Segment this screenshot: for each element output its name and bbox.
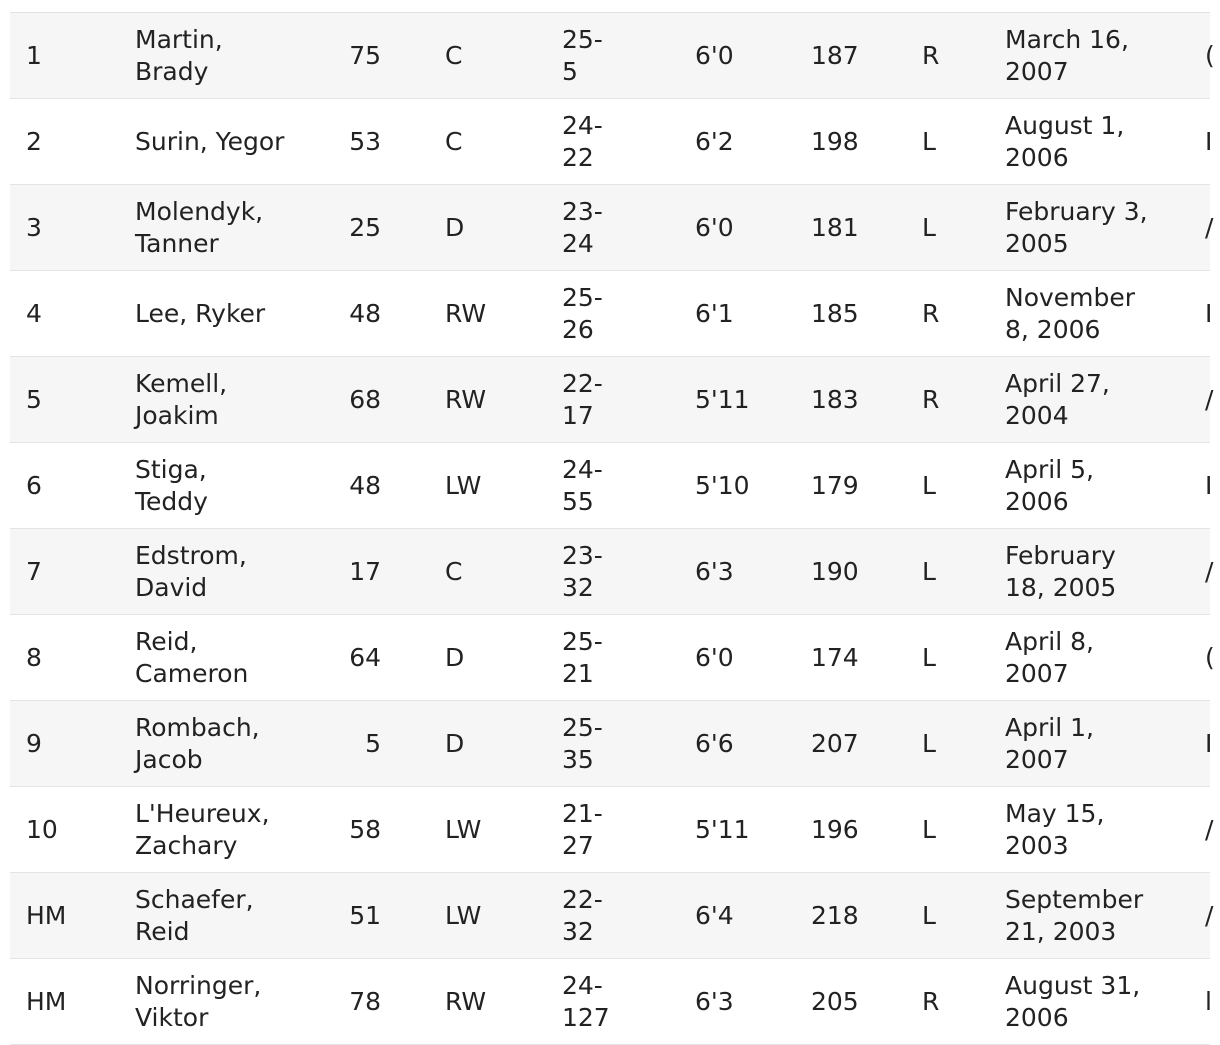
birthdate-cell: August 31, 2006 (1005, 970, 1141, 1032)
height-cell: 6'2 (695, 126, 734, 156)
position-cell: RW (445, 298, 487, 328)
height-cell: 5'10 (695, 470, 750, 500)
birthdate-cell: February 3, 2005 (1005, 196, 1148, 258)
shoots-cell: L (922, 728, 936, 758)
record-cell: 22-32 (562, 884, 603, 946)
birthdate-cell: April 1, 2007 (1005, 712, 1094, 774)
jersey-number-cell: 51 (349, 900, 381, 930)
record-cell: 25-26 (562, 282, 603, 344)
roster-table (10, 12, 1215, 1032)
birthdate-cell: March 16, 2007 (1005, 24, 1129, 86)
height-cell: 6'0 (695, 40, 734, 70)
truncated-cell: I (1205, 728, 1213, 758)
jersey-number-cell: 48 (349, 298, 381, 328)
birthdate-cell: April 27, 2004 (1005, 368, 1110, 430)
shoots-cell: L (922, 814, 936, 844)
table-row (10, 99, 1213, 185)
player-name-cell: Molendyk, Tanner (135, 196, 264, 258)
weight-cell: 218 (811, 900, 859, 930)
position-cell: C (445, 556, 463, 586)
player-name-cell: Rombach, Jacob (135, 712, 260, 774)
record-cell: 21-27 (562, 798, 603, 860)
jersey-number-cell: 17 (349, 556, 381, 586)
player-name-cell: Edstrom, David (135, 540, 247, 602)
table-row (10, 357, 1214, 443)
weight-cell: 196 (811, 814, 859, 844)
table-row (10, 959, 1210, 1045)
birthdate-cell: November 8, 2006 (1005, 282, 1136, 344)
position-cell: D (445, 212, 465, 242)
jersey-number-cell: 75 (349, 40, 381, 70)
truncated-cell: / (1205, 384, 1214, 414)
rank-cell: 10 (26, 814, 58, 844)
jersey-number-cell: 78 (349, 986, 381, 1016)
record-cell: 24-127 (562, 970, 610, 1032)
shoots-cell: L (922, 556, 936, 586)
table-row (10, 529, 1214, 615)
weight-cell: 187 (811, 40, 859, 70)
position-cell: LW (445, 900, 482, 930)
position-cell: C (445, 40, 463, 70)
position-cell: LW (445, 814, 482, 844)
rank-cell: 6 (26, 470, 42, 500)
position-cell: C (445, 126, 463, 156)
truncated-cell: / (1205, 900, 1214, 930)
truncated-cell: / (1205, 814, 1214, 844)
jersey-number-cell: 48 (349, 470, 381, 500)
table-row (10, 701, 1213, 787)
weight-cell: 185 (811, 298, 859, 328)
position-cell: RW (445, 384, 487, 414)
player-name-cell: Reid, Cameron (135, 626, 249, 688)
rank-cell: 7 (26, 556, 42, 586)
table-row (10, 443, 1213, 529)
jersey-number-cell: 25 (349, 212, 381, 242)
height-cell: 6'0 (695, 642, 734, 672)
rank-cell: 9 (26, 728, 42, 758)
weight-cell: 179 (811, 470, 859, 500)
record-cell: 23-24 (562, 196, 603, 258)
rank-cell: 5 (26, 384, 42, 414)
jersey-number-cell: 5 (365, 728, 381, 758)
rank-cell: 2 (26, 126, 42, 156)
height-cell: 6'1 (695, 298, 734, 328)
table-row (10, 13, 1215, 99)
shoots-cell: L (922, 126, 936, 156)
jersey-number-cell: 58 (349, 814, 381, 844)
shoots-cell: R (922, 298, 940, 328)
rank-cell: 1 (26, 40, 42, 70)
truncated-cell: ( (1205, 40, 1215, 70)
table-row (10, 873, 1214, 959)
player-name-cell: Stiga, Teddy (135, 454, 208, 516)
height-cell: 6'4 (695, 900, 734, 930)
height-cell: 6'3 (695, 986, 734, 1016)
rank-cell: 4 (26, 298, 42, 328)
height-cell: 5'11 (695, 384, 750, 414)
shoots-cell: R (922, 40, 940, 70)
player-name-cell: Surin, Yegor (135, 126, 285, 156)
birthdate-cell: February 18, 2005 (1005, 540, 1117, 602)
height-cell: 6'6 (695, 728, 734, 758)
table-row (10, 185, 1214, 271)
weight-cell: 190 (811, 556, 859, 586)
height-cell: 5'11 (695, 814, 750, 844)
truncated-cell: / (1205, 556, 1214, 586)
truncated-cell: I (1205, 126, 1213, 156)
truncated-cell: / (1205, 212, 1214, 242)
table-row (10, 271, 1213, 357)
position-cell: D (445, 728, 465, 758)
record-cell: 22-17 (562, 368, 603, 430)
jersey-number-cell: 53 (349, 126, 381, 156)
weight-cell: 183 (811, 384, 859, 414)
shoots-cell: R (922, 384, 940, 414)
weight-cell: 198 (811, 126, 859, 156)
birthdate-cell: April 5, 2006 (1005, 454, 1094, 516)
shoots-cell: L (922, 642, 936, 672)
record-cell: 24-22 (562, 110, 603, 172)
position-cell: D (445, 642, 465, 672)
weight-cell: 181 (811, 212, 859, 242)
record-cell: 24-55 (562, 454, 603, 516)
height-cell: 6'3 (695, 556, 734, 586)
position-cell: LW (445, 470, 482, 500)
position-cell: RW (445, 986, 487, 1016)
record-cell: 25-21 (562, 626, 603, 688)
jersey-number-cell: 68 (349, 384, 381, 414)
table-row (10, 615, 1215, 701)
birthdate-cell: April 8, 2007 (1005, 626, 1094, 688)
weight-cell: 207 (811, 728, 859, 758)
birthdate-cell: August 1, 2006 (1005, 110, 1125, 172)
height-cell: 6'0 (695, 212, 734, 242)
table-row (10, 787, 1214, 873)
rank-cell: HM (26, 986, 67, 1016)
shoots-cell: L (922, 900, 936, 930)
player-name-cell: Schaefer, Reid (135, 884, 254, 946)
record-cell: 25-5 (562, 24, 603, 86)
weight-cell: 205 (811, 986, 859, 1016)
shoots-cell: R (922, 986, 940, 1016)
record-cell: 23-32 (562, 540, 603, 602)
jersey-number-cell: 64 (349, 642, 381, 672)
truncated-cell: ( (1205, 642, 1215, 672)
shoots-cell: L (922, 212, 936, 242)
player-name-cell: L'Heureux, Zachary (135, 798, 270, 860)
truncated-cell: I (1205, 470, 1213, 500)
player-name-cell: Norringer, Viktor (135, 970, 262, 1032)
truncated-cell: l (1205, 986, 1212, 1016)
player-name-cell: Kemell, Joakim (135, 368, 228, 430)
truncated-cell: I (1205, 298, 1213, 328)
record-cell: 25-35 (562, 712, 603, 774)
rank-cell: 3 (26, 212, 42, 242)
rank-cell: HM (26, 900, 67, 930)
player-name-cell: Martin, Brady (135, 24, 223, 86)
shoots-cell: L (922, 470, 936, 500)
rank-cell: 8 (26, 642, 42, 672)
birthdate-cell: September 21, 2003 (1005, 884, 1144, 946)
birthdate-cell: May 15, 2003 (1005, 798, 1105, 860)
weight-cell: 174 (811, 642, 859, 672)
player-name-cell: Lee, Ryker (135, 298, 266, 328)
